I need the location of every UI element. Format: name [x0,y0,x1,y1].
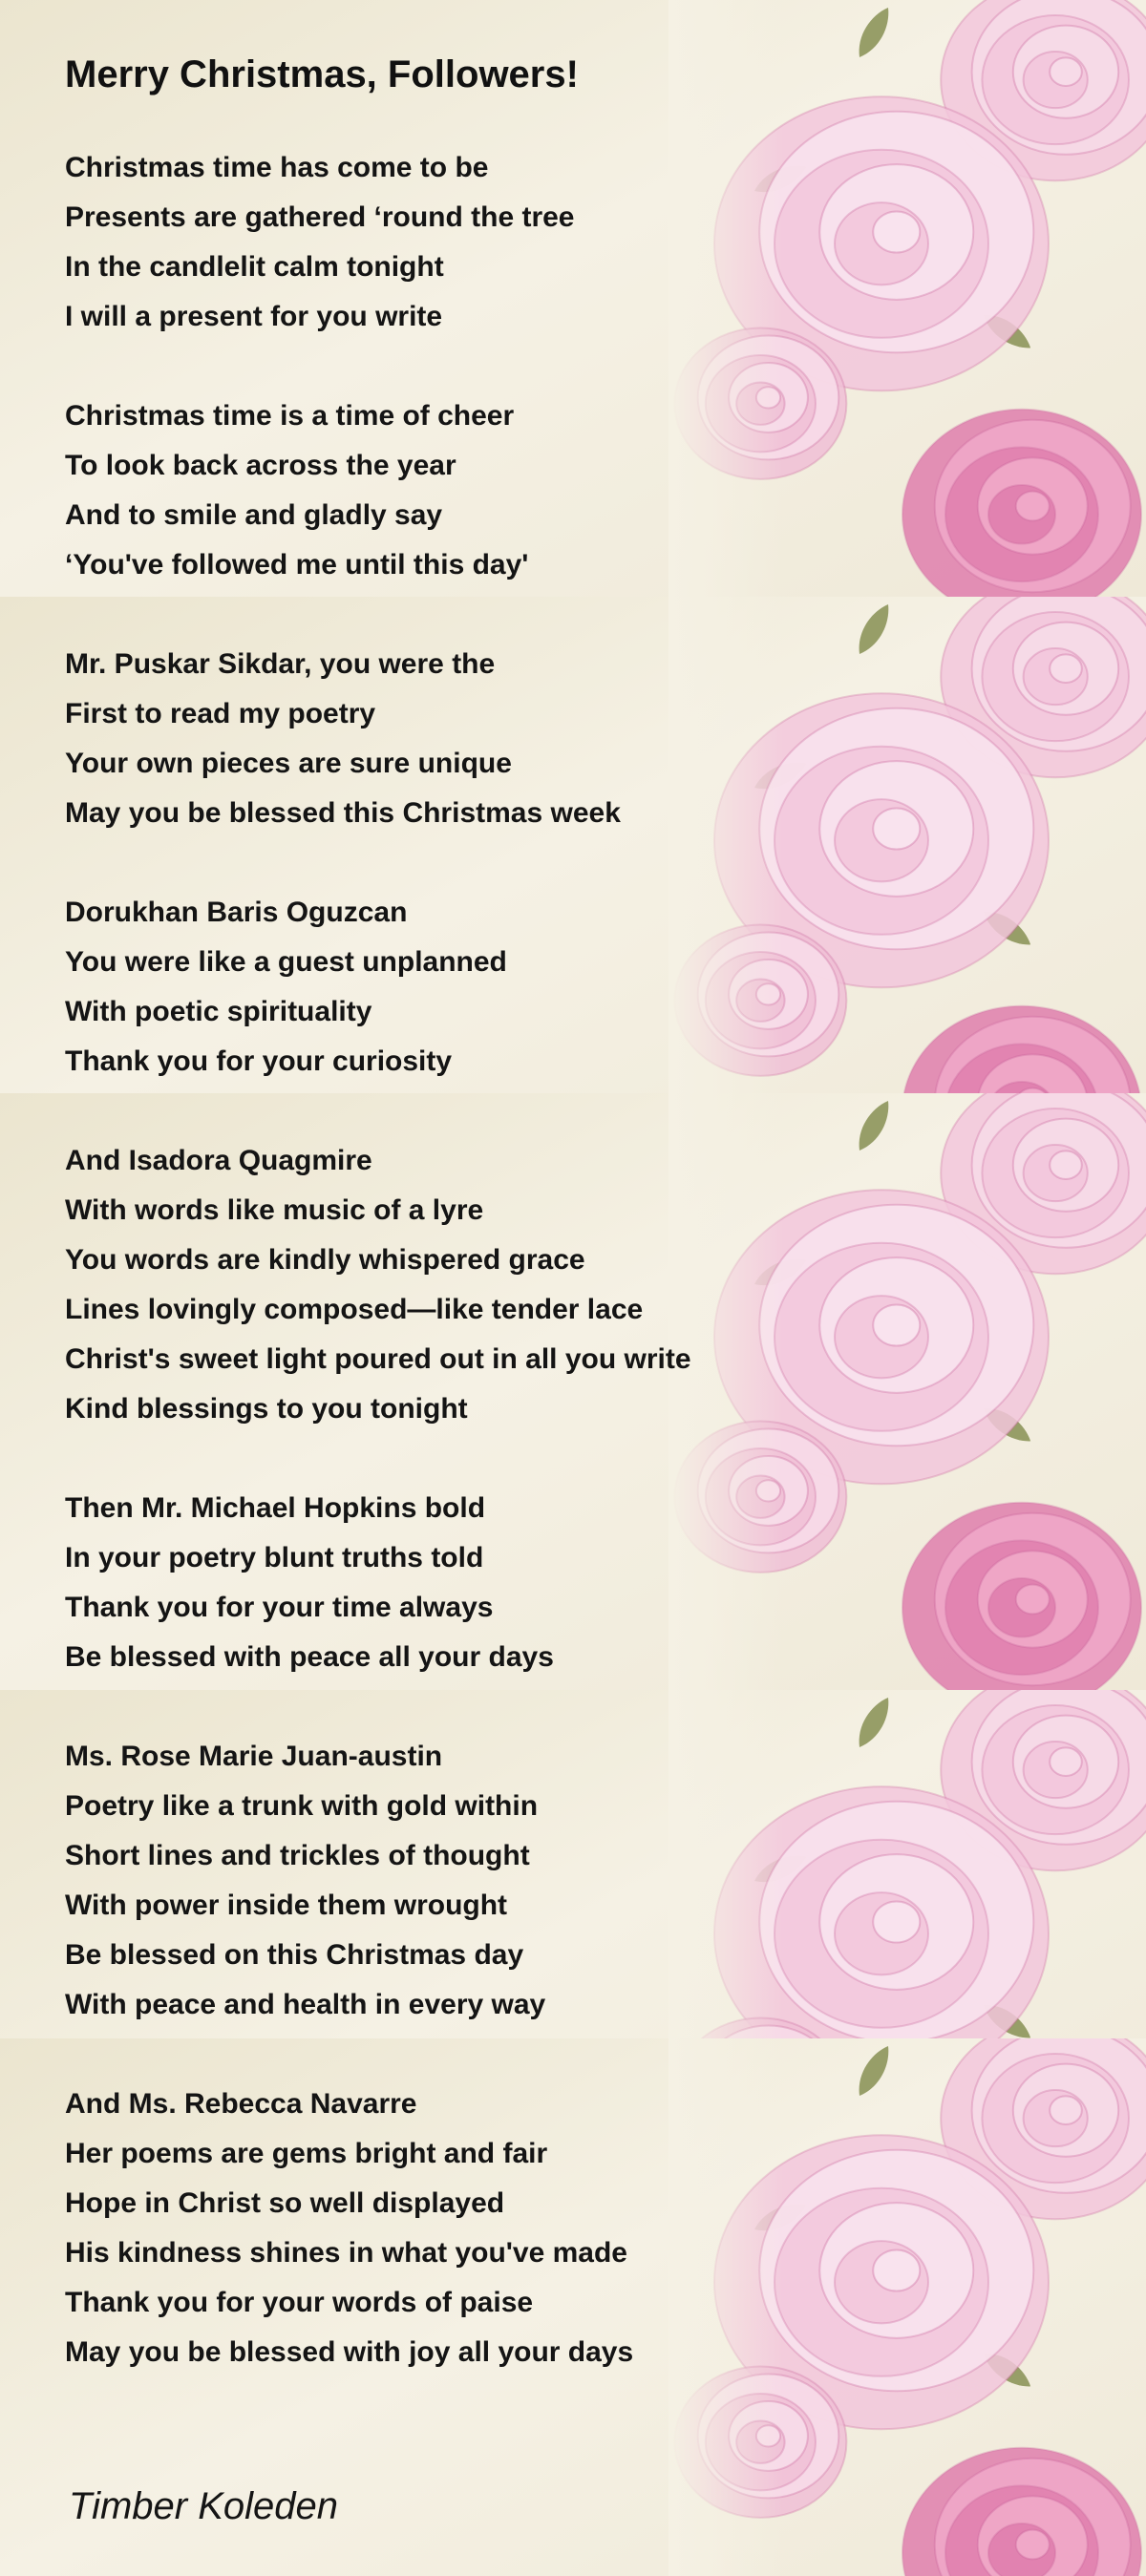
poem-line: In the candlelit calm tonight [65,251,444,283]
poem-line: Presents are gathered ‘round the tree [65,201,575,233]
poem-line: Lines lovingly composed—like tender lace [65,1294,644,1325]
poem-line: His kindness shines in what you've made [65,2237,627,2269]
poem-line: Christmas time is a time of cheer [65,400,515,432]
poem-line: ‘You've followed me until this day' [65,549,529,581]
poem-line: Dorukhan Baris Oguzcan [65,897,408,928]
poem-line: Thank you for your curiosity [65,1045,453,1077]
poem-line: In your poetry blunt truths told [65,1542,484,1573]
poem-line: Her poems are gems bright and fair [65,2138,548,2169]
poem-line: I will a present for you write [65,301,443,332]
poem-line: Christ's sweet light poured out in all you write [65,1343,691,1375]
poem-line: Christmas time has come to be [65,152,489,183]
poem-line: And Ms. Rebecca Navarre [65,2088,417,2120]
poem-line: With peace and health in every way [65,1989,546,2020]
poem-line: Mr. Puskar Sikdar, you were the [65,648,496,680]
fade-overlay [668,597,783,1093]
poem-line: You words are kindly whispered grace [65,1244,585,1276]
poem-line: To look back across the year [65,450,456,481]
poem-line: First to read my poetry [65,698,376,729]
poem-line: Ms. Rose Marie Juan-austin [65,1741,443,1772]
poem-line: Kind blessings to you tonight [65,1393,468,1425]
fade-overlay [668,1093,783,1690]
poem-line: With words like music of a lyre [65,1194,484,1226]
poem-line: And to smile and gladly say [65,499,443,531]
poem-line: With poetic spirituality [65,996,372,1027]
poem-line: May you be blessed this Christmas week [65,797,621,829]
fade-overlay [668,1690,783,2038]
poem-line: Hope in Christ so well displayed [65,2187,505,2219]
poem-line: Thank you for your words of paise [65,2287,534,2318]
poem-title: Merry Christmas, Followers! [65,53,579,95]
poem-line: Short lines and trickles of thought [65,1840,530,1871]
poem-line: With power inside them wrought [65,1890,508,1921]
poem-line: May you be blessed with joy all your days [65,2336,634,2368]
poem-author: Timber Koleden [69,2485,339,2527]
fade-overlay [668,0,783,597]
fade-overlay [668,2038,783,2576]
poem-line: Poetry like a trunk with gold within [65,1790,539,1822]
poem-line: Be blessed on this Christmas day [65,1939,524,1971]
poem-line: Your own pieces are sure unique [65,748,512,779]
poem-line: And Isadora Quagmire [65,1145,372,1176]
poem-line: You were like a guest unplanned [65,946,507,978]
poem-line: Then Mr. Michael Hopkins bold [65,1492,486,1524]
poem-line: Be blessed with peace all your days [65,1641,554,1673]
poem-line: Thank you for your time always [65,1592,494,1623]
